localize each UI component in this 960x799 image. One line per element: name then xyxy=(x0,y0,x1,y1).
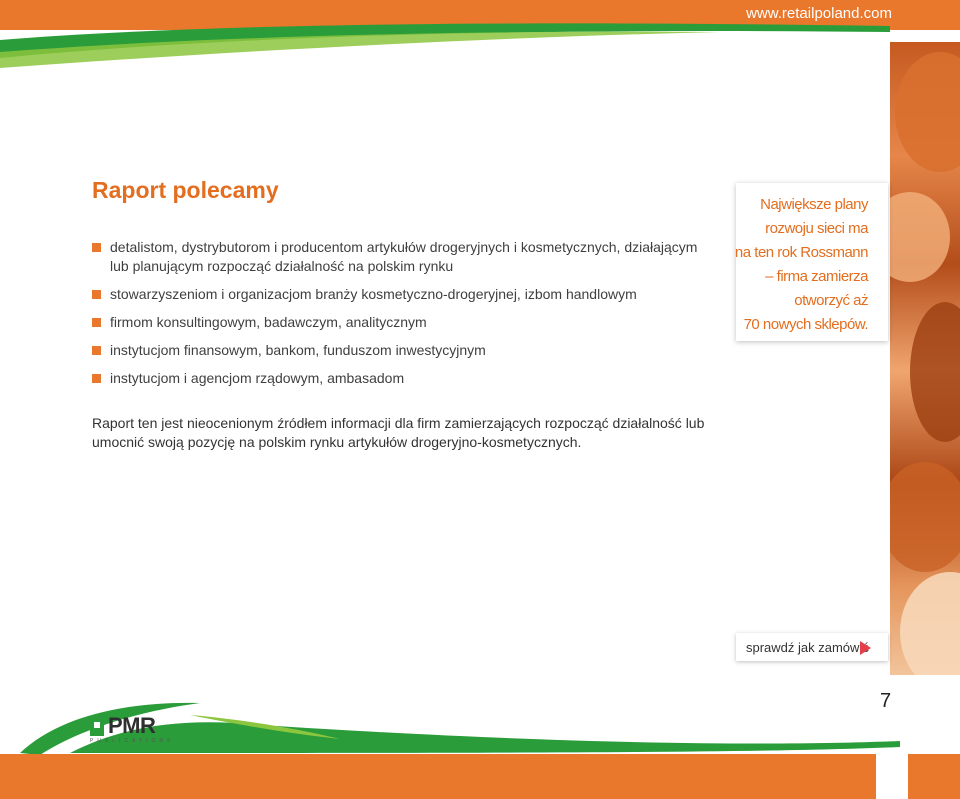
play-arrow-icon xyxy=(860,641,871,655)
bottom-bar xyxy=(0,754,876,799)
section-title: Raport polecamy xyxy=(92,177,279,203)
order-label: sprawdź jak zamówić xyxy=(746,640,869,655)
list-item: stowarzyszeniom i organizacjom branży kosmetyczno-drogeryjnej, izbom handlowym xyxy=(92,285,712,304)
top-green-swoosh xyxy=(0,18,890,78)
list-item: instytucjom finansowym, bankom, funduszom inwestycyjnym xyxy=(92,341,712,360)
square-bullet-icon xyxy=(92,243,101,252)
square-bullet-icon xyxy=(92,346,101,355)
website-url[interactable]: www.retailpoland.com xyxy=(746,5,892,22)
logo-subtext: PUBLICATIONS xyxy=(90,738,175,744)
page-number: 7 xyxy=(880,690,892,712)
square-bullet-icon xyxy=(92,374,101,383)
list-item: firmom konsultingowym, badawczym, analitycznym xyxy=(92,313,712,332)
list-item: instytucjom i agencjom rządowym, ambasadom xyxy=(92,369,712,388)
square-bullet-icon xyxy=(92,290,101,299)
recommendation-list xyxy=(92,238,712,397)
square-bullet-icon xyxy=(92,318,101,327)
cosmetics-photo xyxy=(890,42,960,675)
quote-text: Największe plany rozwoju sieci ma na ten rok Rossmann – firma zamierza otworzyć aż 70 nowych sklepów. xyxy=(734,196,868,333)
bottom-bar-right xyxy=(908,754,960,799)
order-button[interactable] xyxy=(736,633,888,661)
quote-box xyxy=(736,183,888,341)
list-item: detalistom, dystrybutorom i producentom artykułów drogeryjnych i kosmetycznych, działającym lub planującym rozpocząć działalność na polskim rynku xyxy=(92,238,712,276)
report-description: Raport ten jest nieocenionym źródłem informacji dla firm zamierzających rozpocząć działalność lub umocnić swoją pozycję na polskim rynku artykułów drogeryjno-kosmetycznych. xyxy=(92,415,705,450)
logo-text: PMR xyxy=(108,713,156,738)
